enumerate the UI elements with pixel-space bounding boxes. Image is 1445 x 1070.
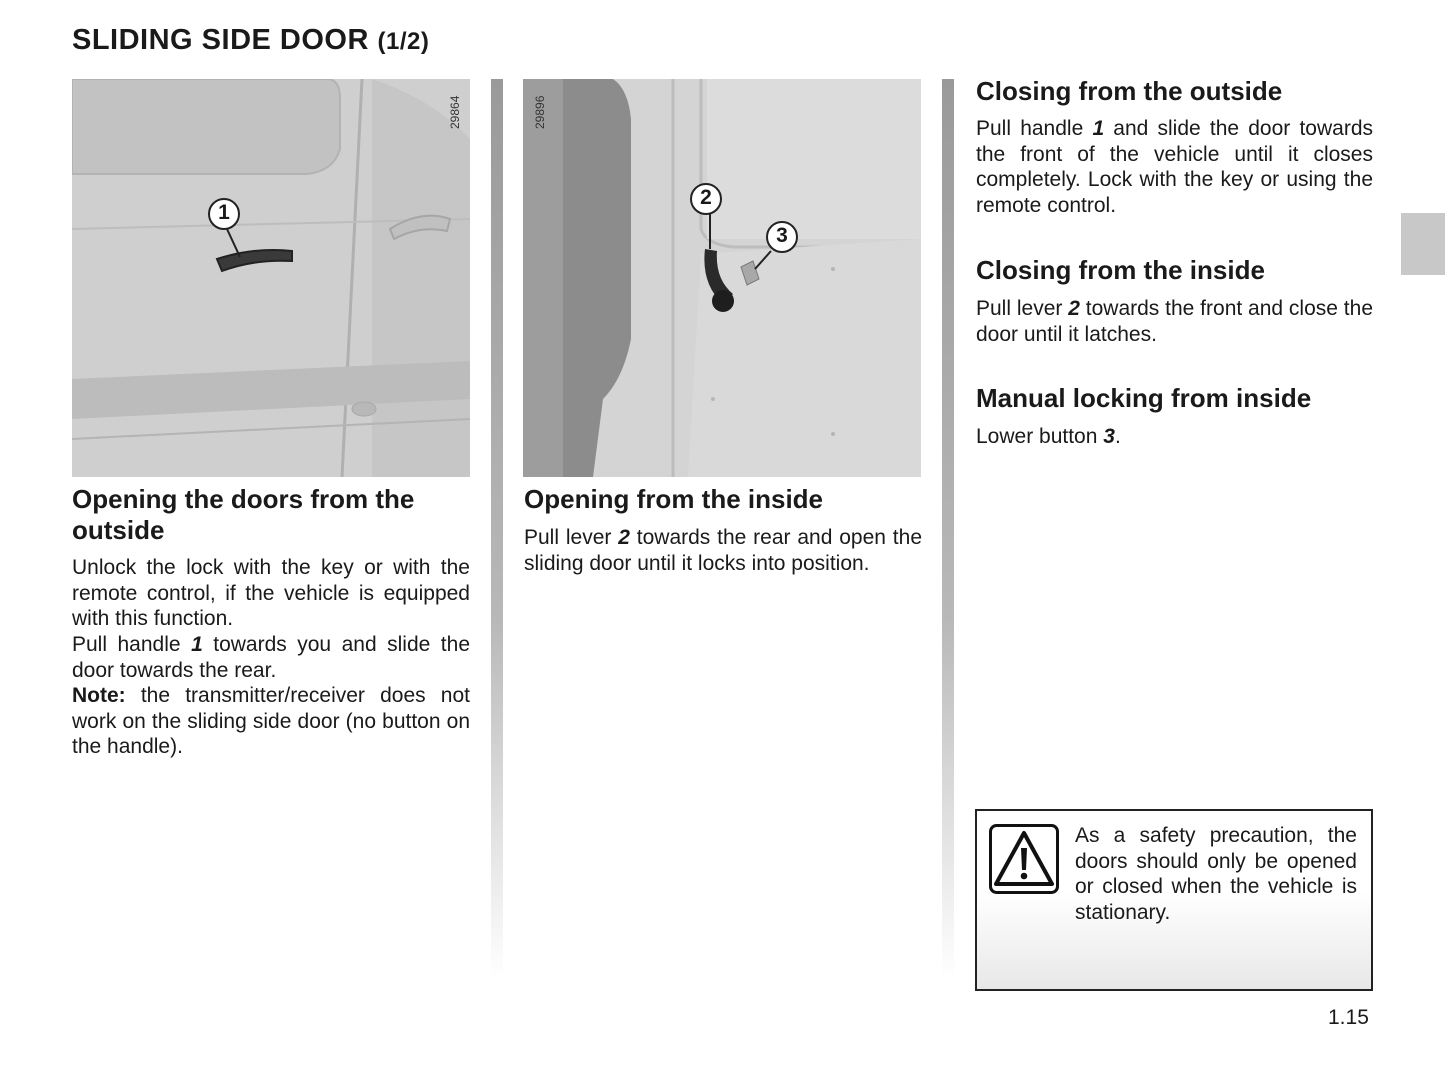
title-suffix: (1/2)	[377, 28, 430, 55]
callout-3: 3	[776, 224, 788, 247]
text-span: the transmitter/receiver does not work on the sliding side door (no button on the handle).	[72, 684, 470, 758]
photo-outside-handle	[72, 79, 470, 477]
ref-number: 1	[191, 633, 203, 656]
ref-number: 1	[1092, 117, 1105, 140]
ref-number: 2	[618, 526, 630, 549]
paragraph-closing-outside	[976, 116, 1373, 218]
warning-text: As a safety precaution, the doors should only be opened or closed when the vehicle is stationary.	[1075, 824, 1357, 924]
text-span: towards the rear and open the sliding door until it locks into position.	[524, 526, 923, 575]
door-exterior-illustration	[72, 79, 470, 477]
title-main: SLIDING SIDE DOOR	[72, 24, 369, 56]
paragraph-pull-lever	[524, 525, 922, 576]
callout-1: 1	[218, 201, 230, 224]
heading-closing-inside: Closing from the inside	[976, 255, 1265, 285]
note-label: Note:	[72, 684, 126, 707]
text-span: towards you and slide the door towards the rear.	[72, 633, 471, 682]
column-divider-1	[491, 79, 503, 979]
page-number: 1.15	[1328, 1006, 1369, 1029]
paragraph-closing-inside	[976, 296, 1373, 347]
text-span: and slide the door towards the front of the vehicle until it closes completely. Lock with the key or using the remote control.	[976, 117, 1373, 217]
ref-number: 3	[1103, 425, 1115, 448]
door-interior-illustration	[523, 79, 921, 477]
text-span: Pull handle	[976, 117, 1093, 140]
paragraph-note	[72, 683, 470, 760]
page-title	[72, 24, 429, 57]
text-span: Pull lever	[524, 526, 619, 549]
warning-box	[975, 809, 1373, 991]
heading-closing-outside: Closing from the outside	[976, 76, 1283, 106]
photo-ref-number: 29864	[448, 95, 462, 129]
ref-number: 2	[1068, 297, 1080, 320]
photo-ref-number: 29896	[533, 95, 547, 129]
chapter-tab	[1401, 213, 1445, 275]
paragraph-manual-locking	[976, 424, 1373, 450]
text-span: Pull handle	[72, 633, 192, 656]
text-span: .	[1114, 425, 1121, 448]
paragraph-pull-handle	[72, 632, 470, 683]
photo-inside-lever	[523, 79, 921, 477]
heading-opening-outside: Opening the doors from the outside	[72, 484, 415, 545]
callout-2: 2	[700, 186, 712, 209]
text-span: towards the front and close the door until it latches.	[976, 297, 1373, 346]
heading-opening-inside: Opening from the inside	[524, 484, 824, 514]
column-divider-2	[942, 79, 954, 979]
heading-manual-locking: Manual locking from inside	[976, 383, 1312, 413]
text-span: Pull lever	[976, 297, 1069, 320]
warning-triangle-icon	[989, 824, 1059, 894]
text-span: Lower button	[976, 425, 1104, 448]
paragraph-unlock: Unlock the lock with the key or with the remote control, if the vehicle is equipped with this function.	[72, 556, 470, 630]
